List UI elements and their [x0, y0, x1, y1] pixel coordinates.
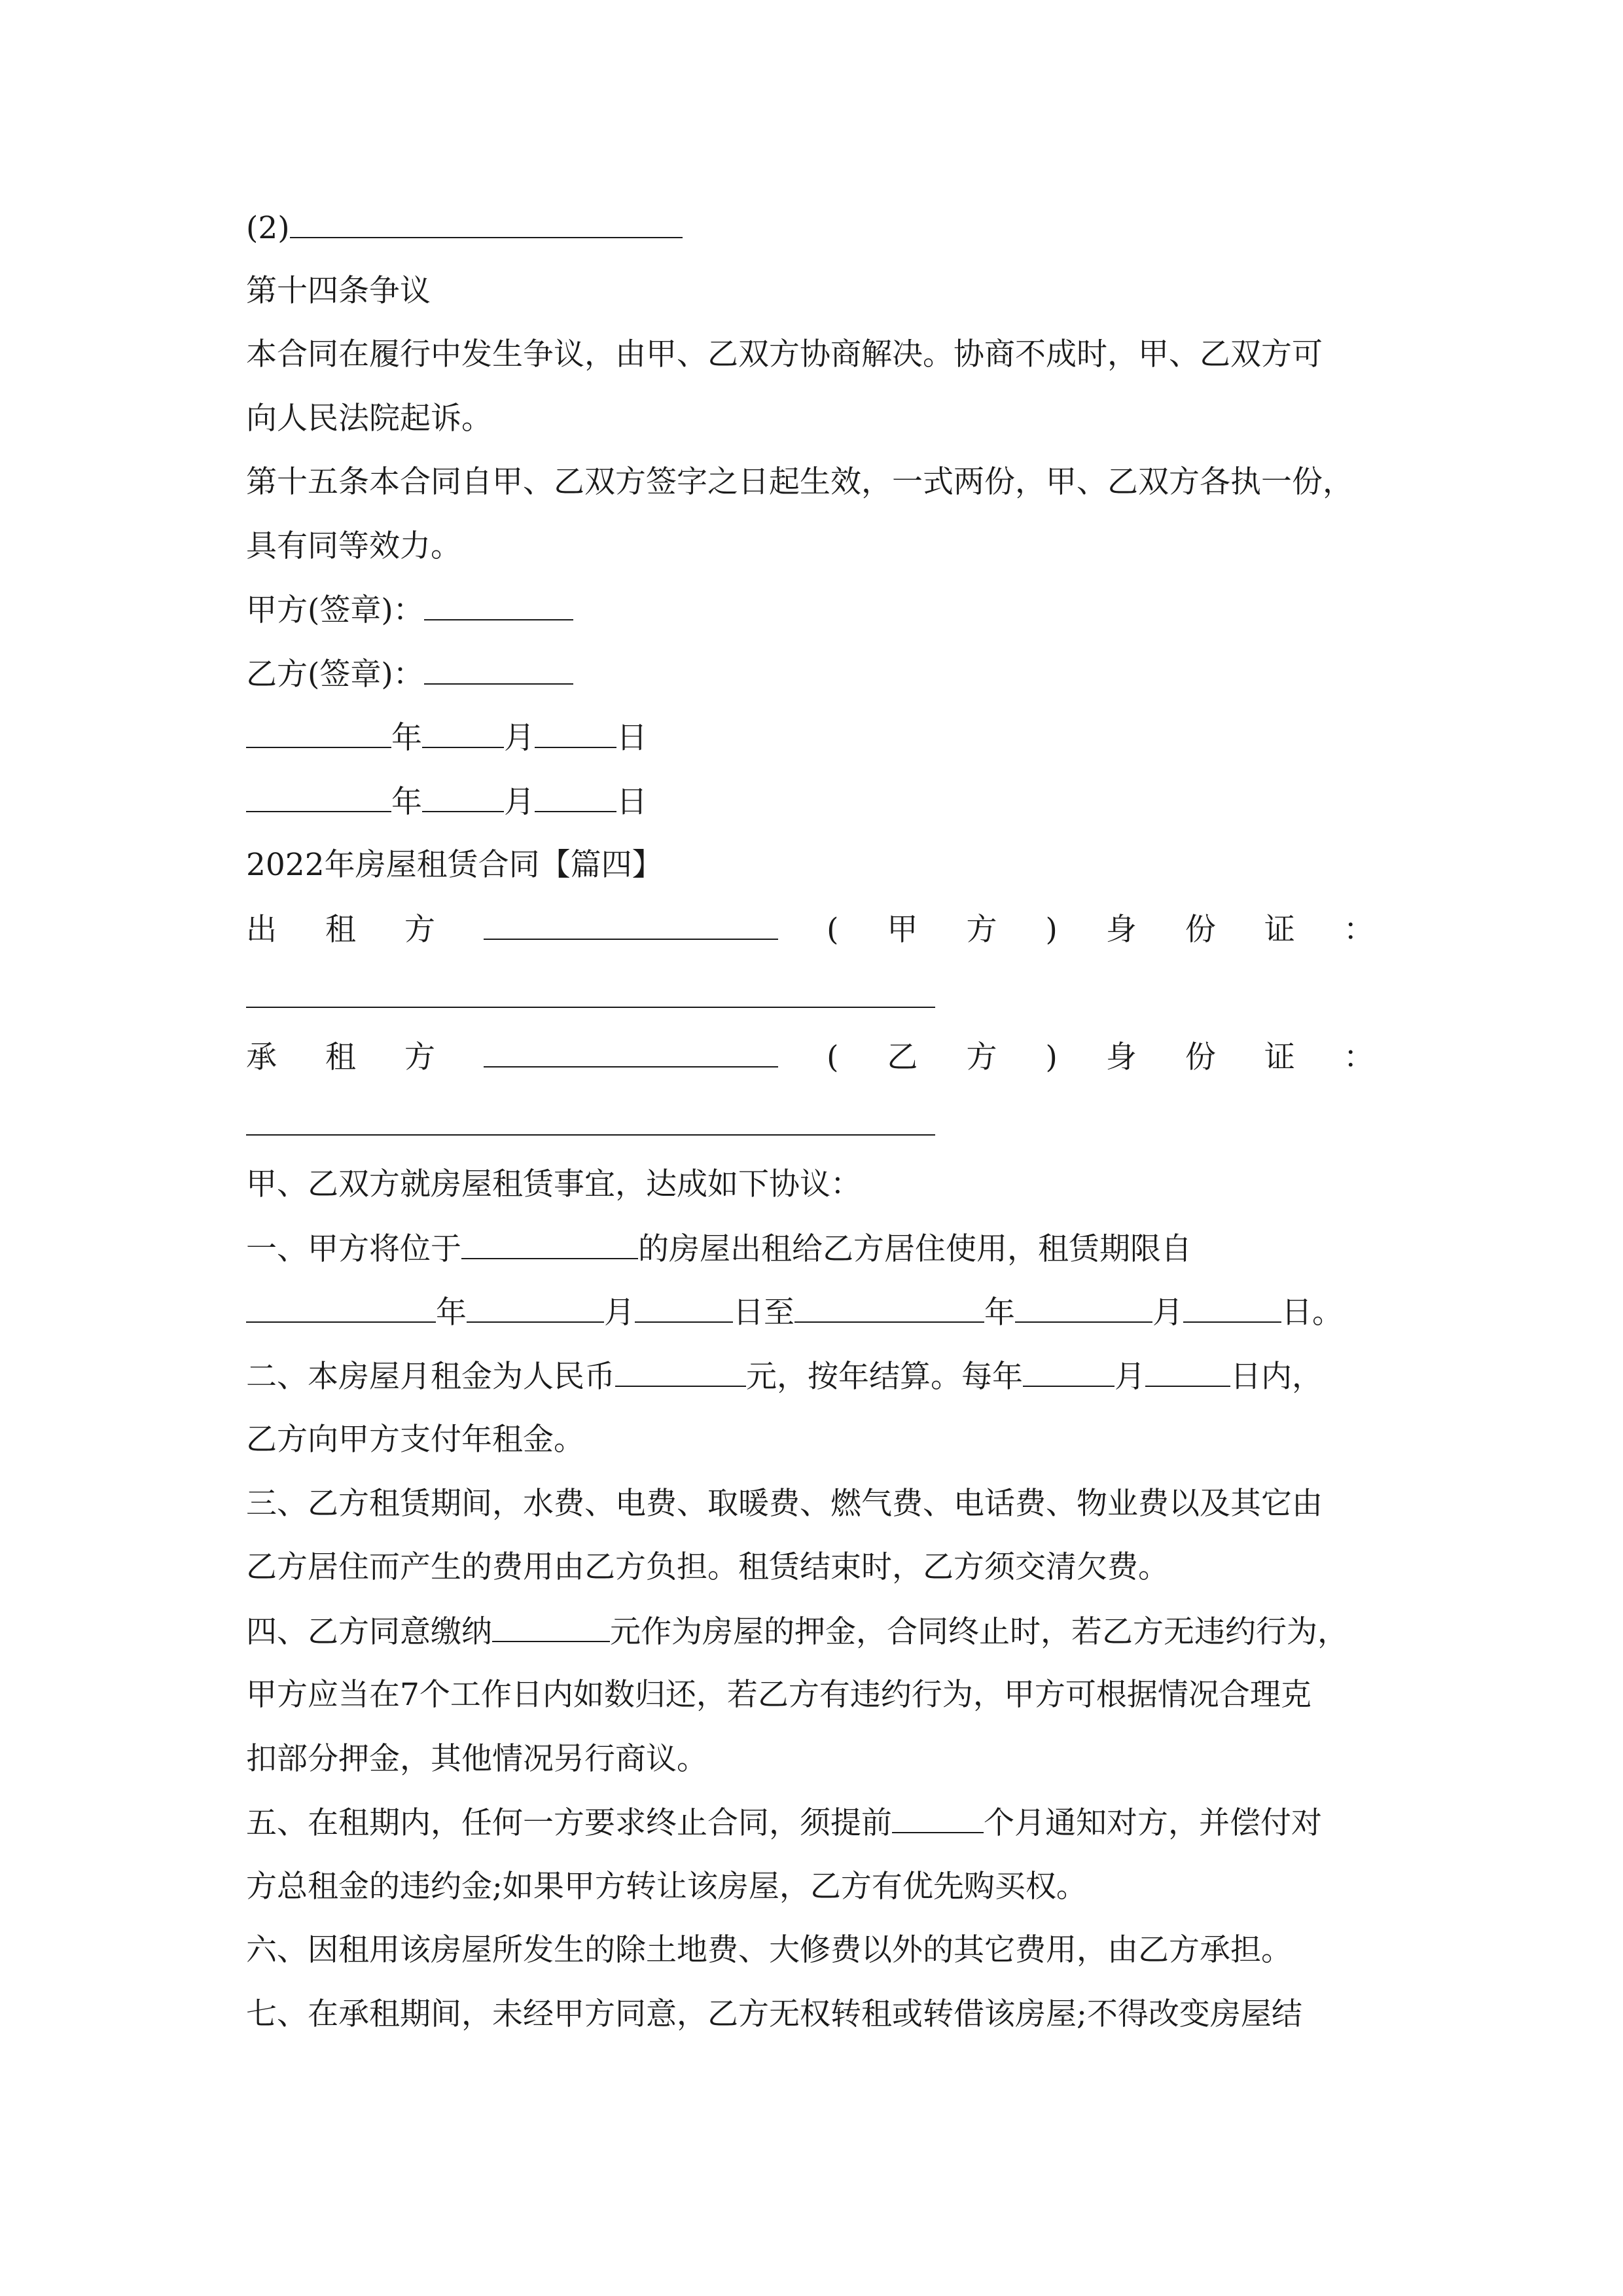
clause-4-text: 元作为房屋的押金，合同终止时，若乙方无违约行为，	[610, 1614, 1348, 1650]
lessee-role-char: ：	[1343, 1039, 1374, 1075]
lessor-char: 方	[404, 912, 436, 948]
clause-4-line-3: 扣部分押金，其他情况另行商议。	[246, 1741, 707, 1777]
clause-4-line-1	[246, 1612, 1348, 1651]
party-b-blank	[424, 655, 573, 685]
lessee-role-char: )	[1045, 1039, 1058, 1075]
clause-4-text: 四、乙方同意缴纳	[246, 1614, 492, 1650]
clause-1-text: 月	[604, 1295, 635, 1331]
date-month-label: 月	[504, 720, 535, 756]
date-year-label: 年	[391, 720, 422, 756]
payment-day-blank	[1145, 1357, 1230, 1387]
clause-5-text: 个月通知对方，并偿付对	[984, 1805, 1322, 1841]
payment-month-blank	[1023, 1357, 1115, 1387]
clause-6: 六、因租用该房屋所发生的除土地费、大修费以外的其它费用，由乙方承担。	[246, 1932, 1292, 1968]
lessor-char: 出	[246, 912, 277, 948]
lessee-char: 方	[404, 1039, 436, 1075]
agreement-intro: 甲、乙双方就房屋租赁事宜，达成如下协议：	[246, 1166, 861, 1202]
end-day-blank	[1183, 1293, 1281, 1323]
end-year-blank	[794, 1293, 984, 1323]
date-month-blank	[422, 782, 504, 812]
lessee-line	[246, 1037, 1374, 1077]
item-2-prefix: (2)	[246, 210, 290, 246]
clause-3-line-2: 乙方居住而产生的费用由乙方负担。租赁结束时，乙方须交清欠费。	[246, 1549, 1169, 1585]
party-a-blank	[424, 590, 573, 620]
lessee-id-blank	[246, 1134, 935, 1136]
start-day-blank	[635, 1293, 733, 1323]
item-2-line	[246, 208, 683, 247]
clause-1-text: 日至	[733, 1295, 794, 1331]
date-year-blank	[246, 782, 391, 812]
lessee-role-char: 证	[1264, 1039, 1295, 1075]
clause-3-line-1: 三、乙方租赁期间，水费、电费、取暖费、燃气费、电话费、物业费以及其它由	[246, 1486, 1323, 1522]
article-14-heading: 第十四条争议	[246, 273, 431, 309]
lessee-char: 承	[246, 1039, 277, 1075]
date-year-label: 年	[391, 784, 422, 820]
lessor-name-blank	[484, 910, 778, 940]
end-month-blank	[1015, 1293, 1152, 1323]
clause-1-text: 年	[436, 1295, 467, 1331]
party-b-signature	[246, 655, 573, 694]
clause-5-line-1	[246, 1803, 1322, 1842]
clause-2-line-1	[246, 1357, 1323, 1396]
date-line-2	[246, 782, 647, 821]
lessor-role-char: 身	[1105, 912, 1137, 948]
lessee-name-blank	[484, 1037, 778, 1067]
party-a-signature	[246, 590, 573, 630]
date-month-label: 月	[504, 784, 535, 820]
clause-2-line-2: 乙方向甲方支付年租金。	[246, 1422, 584, 1458]
clause-7: 七、在承租期间，未经甲方同意，乙方无权转租或转借该房屋;不得改变房屋结	[246, 1996, 1302, 2032]
lessor-role-char: 证	[1264, 912, 1295, 948]
monthly-rent-blank	[615, 1357, 746, 1387]
clause-2-text: 二、本房屋月租金为人民币	[246, 1359, 615, 1395]
lessor-id-blank	[246, 1007, 935, 1008]
lessor-line	[246, 910, 1374, 949]
clause-1-text: 一、甲方将位于	[246, 1231, 461, 1267]
clause-1-text: 日。	[1281, 1295, 1343, 1331]
lessee-role-char: 份	[1185, 1039, 1216, 1075]
clause-5-line-2: 方总租金的违约金;如果甲方转让该房屋，乙方有优先购买权。	[246, 1869, 1087, 1905]
clause-1-line-2	[246, 1293, 1343, 1332]
clause-1-text: 月	[1152, 1295, 1183, 1331]
clause-2-text: 元，按年结算。每年	[746, 1359, 1023, 1395]
date-day-blank	[535, 718, 616, 748]
article-15-text-1: 第十五条本合同自甲、乙双方签字之日起生效，一式两份，甲、乙双方各执一份，	[246, 464, 1353, 500]
date-month-blank	[422, 718, 504, 748]
deposit-blank	[492, 1612, 610, 1642]
article-14-text-2: 向人民法院起诉。	[246, 401, 492, 437]
date-day-blank	[535, 782, 616, 812]
property-location-blank	[461, 1229, 638, 1259]
lessee-role-char: 方	[966, 1039, 997, 1075]
date-line-1	[246, 718, 647, 757]
clause-5-text: 五、在租期内，任何一方要求终止合同，须提前	[246, 1805, 892, 1841]
lessor-role-char: ：	[1343, 912, 1374, 948]
start-year-blank	[246, 1293, 436, 1323]
clause-1-text: 年	[984, 1295, 1015, 1331]
lessor-role-char: 份	[1185, 912, 1216, 948]
lessor-char: 租	[325, 912, 357, 948]
lessee-role-char: 身	[1105, 1039, 1137, 1075]
clause-2-text: 日内，	[1230, 1359, 1323, 1395]
item-2-blank	[290, 208, 683, 238]
lessee-role-char: (	[827, 1039, 839, 1075]
notice-months-blank	[892, 1803, 984, 1833]
clause-4-line-2: 甲方应当在7个工作日内如数归还，若乙方有违约行为，甲方可根据情况合理克	[246, 1677, 1311, 1713]
lessor-role-char: 方	[966, 912, 997, 948]
lessee-role-char: 乙	[887, 1039, 918, 1075]
clause-2-text: 月	[1115, 1359, 1145, 1395]
date-day-label: 日	[616, 720, 647, 756]
article-15-text-2: 具有同等效力。	[246, 528, 461, 564]
clause-1-line-1	[246, 1229, 1192, 1268]
date-day-label: 日	[616, 784, 647, 820]
party-b-label: 乙方(签章)：	[246, 656, 424, 692]
lessor-role-char: )	[1045, 912, 1058, 948]
date-year-blank	[246, 718, 391, 748]
section-title: 2022年房屋租赁合同【篇四】	[246, 847, 663, 883]
lessee-char: 租	[325, 1039, 357, 1075]
start-month-blank	[467, 1293, 604, 1323]
article-14-text-1: 本合同在履行中发生争议，由甲、乙双方协商解决。协商不成时，甲、乙双方可	[246, 336, 1323, 372]
lessor-role-char: (	[827, 912, 839, 948]
clause-1-text: 的房屋出租给乙方居住使用，租赁期限自	[638, 1231, 1192, 1267]
lessor-role-char: 甲	[887, 912, 918, 948]
party-a-label: 甲方(签章)：	[246, 592, 424, 628]
